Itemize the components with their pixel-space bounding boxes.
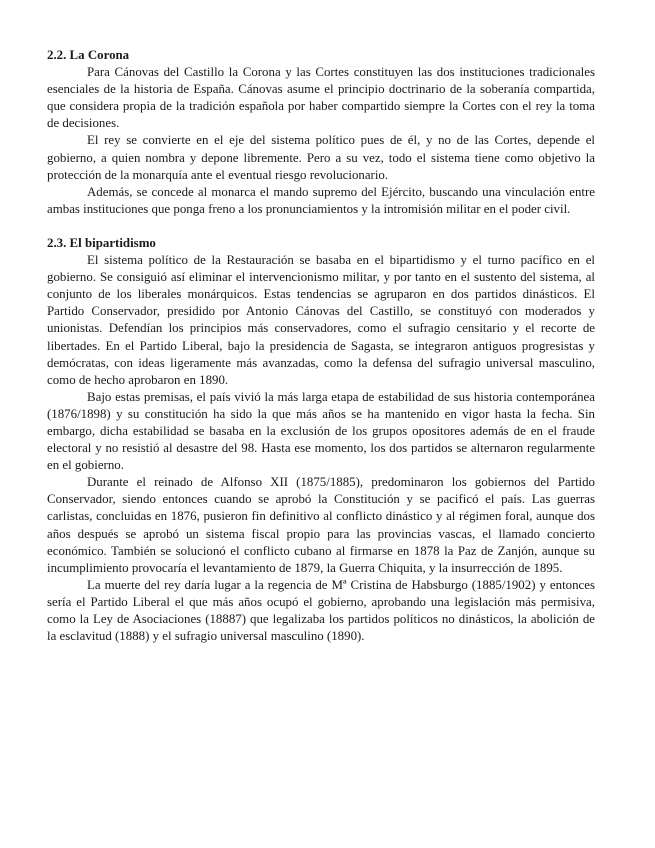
section-heading: 2.2. La Corona <box>47 48 130 62</box>
paragraph: Además, se concede al monarca el mando supremo del Ejército, buscando una vinculación entre ambas instituciones que ponga freno a los pronunciamientos y la intromisión militar en el poder civil. <box>47 184 595 216</box>
paragraph: La muerte del rey daría lugar a la regencia de Mª Cristina de Habsburgo (1885/1902) y entonces sería el Partido Liberal el que más años ocupó el gobierno, aprobando una legislación más permisiva, como la Ley de Asociaciones (18887) que legalizaba los partidos políticos no dinásticos, la abolición de la esclavitud (1888) y el sufragio universal masculino (1890). <box>47 577 595 644</box>
paragraph: El rey se convierte en el eje del sistema político pues de él, y no de las Cortes, depende el gobierno, a quien nombra y depone libremente. Pero a su vez, todo el sistema tiene como objetivo la protección de la monarquía ante el eventual riesgo revolucionario. <box>47 133 595 182</box>
section-bipartidismo <box>47 235 595 645</box>
document-page <box>47 47 595 645</box>
paragraph: El sistema político de la Restauración se basaba en el bipartidismo y el turno pacífico en el gobierno. Se consiguió así eliminar el intervencionismo militar, y por tanto en el sustento del sistema, al conjunto de los liberales monárquicos. Estas tendencias se agruparon en dos partidos dinásticos. El Partido Conservador, presidido por Antonio Cánovas del Castillo, se constituyó con moderados y unionistas. Defendían los principios más conservadores, como el sufragio censitario y el recorte de libertades. En el Partido Liberal, bajo la presidencia de Sagasta, se integraron antiguos progresistas y demócratas, con ideas ligeramente más avanzadas, como la defensa del sufragio universal masculino, como de hecho aprobaron en 1890. <box>47 253 595 387</box>
section-la-corona <box>47 47 595 218</box>
paragraph: Durante el reinado de Alfonso XII (1875/1885), predominaron los gobiernos del Partido Conservador, siendo entonces cuando se aprobó la Constitución y se pacificó el país. Las guerras carlistas, concluidas en 1876, pusieron fin definitivo al conflicto dinástico y al régimen foral, aunque dos años después se aprobó un sistema fiscal propio para las provincias vascas, el llamado concierto económico. También se solucionó el conflicto cubano al firmarse en 1878 la Paz de Zanjón, aunque su incumplimiento provocaría el levantamiento de 1879, la Guerra Chiquita, y la insurrección de 1895. <box>47 475 595 575</box>
paragraph: Para Cánovas del Castillo la Corona y las Cortes constituyen las dos instituciones tradicionales esenciales de la historia de España. Cánovas asume el principio doctrinario de la soberanía compartida, que considera propia de la tradición española por haber compartido siempre la Cortes con el rey la toma de decisiones. <box>47 65 595 131</box>
paragraph: Bajo estas premisas, el país vivió la más larga etapa de estabilidad de sus historia contemporánea (1876/1898) y su constitución ha sido la que más años se ha mantenido en vigor hasta la fecha. Sin embargo, dicha estabilidad se basaba en la exclusión de los grupos opositores además de en el fraude electoral y no resistió al desastre del 98. Hasta ese momento, los dos partidos se alternaron regularmente en el gobierno. <box>47 389 595 473</box>
section-heading: 2.3. El bipartidismo <box>47 235 156 250</box>
